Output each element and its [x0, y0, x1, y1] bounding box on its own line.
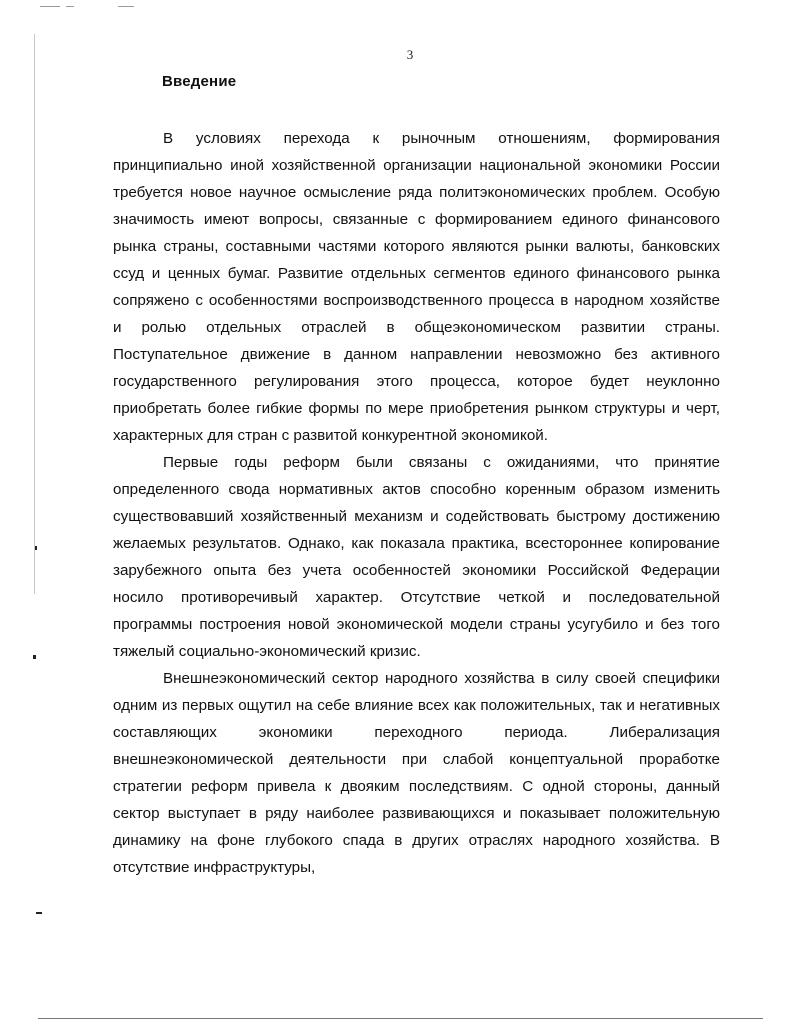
paragraph: Внешнеэкономический сектор народного хозяйства в силу своей специфики одним из первых ощутил на себе влияние всех как положительных, так и негативных составляющих экономики переходного периода. Либерализация внешнеэкономической деятельности при слабой концептуальной проработке стратегии реформ привела к двояким последствиям. С одной стороны, данный сектор выступает в ряду наиболее развивающихся и показывает положительную динамику на фоне глубокого спада в других отраслях народного хозяйства. В отсутствие инфраструктуры,	[113, 670, 720, 876]
scan-artifact	[66, 6, 74, 7]
page-number: 3	[406, 47, 414, 62]
scan-artifact	[118, 6, 134, 7]
scan-bottom-line	[38, 1018, 763, 1019]
scan-edge-line	[34, 34, 35, 594]
section-heading: Введение	[162, 73, 237, 90]
body-text	[113, 125, 720, 881]
scan-artifact	[40, 6, 60, 7]
margin-mark	[33, 655, 36, 659]
paragraph: В условиях перехода к рыночным отношениям, формирования принципиально иной хозяйственной организации национальной экономики России требуется новое научное осмысление ряда политэкономических проблем. Особую значимость имеют вопросы, связанные с формированием единого финансового рынка страны, составными частями которого являются рынки валюты, банковских ссуд и ценных бумаг. Развитие отдельных сегментов единого финансового рынка сопряжено с особенностями воспроизводственного процесса в народном хозяйстве и ролью отдельных отраслей в общеэкономическом развитии страны. Поступательное движение в данном направлении невозможно без активного государственного регулирования этого процесса, которое будет неуклонно приобретать более гибкие формы по мере приобретения рынком структуры и черт, характерных для стран с развитой конкурентной экономикой.	[113, 130, 720, 444]
margin-mark	[36, 912, 42, 914]
paragraph: Первые годы реформ были связаны с ожиданиями, что принятие определенного свода нормативных актов способно коренным образом изменить существовавший хозяйственный механизм и содействовать быстрому достижению желаемых результатов. Однако, как показала практика, всестороннее копирование зарубежного опыта без учета особенностей экономики Российской Федерации носило противоречивый характер. Отсутствие четкой и последовательной программы построения новой экономической модели страны усугубило и без того тяжелый социально-экономический кризис.	[113, 454, 720, 660]
margin-mark	[35, 546, 37, 550]
